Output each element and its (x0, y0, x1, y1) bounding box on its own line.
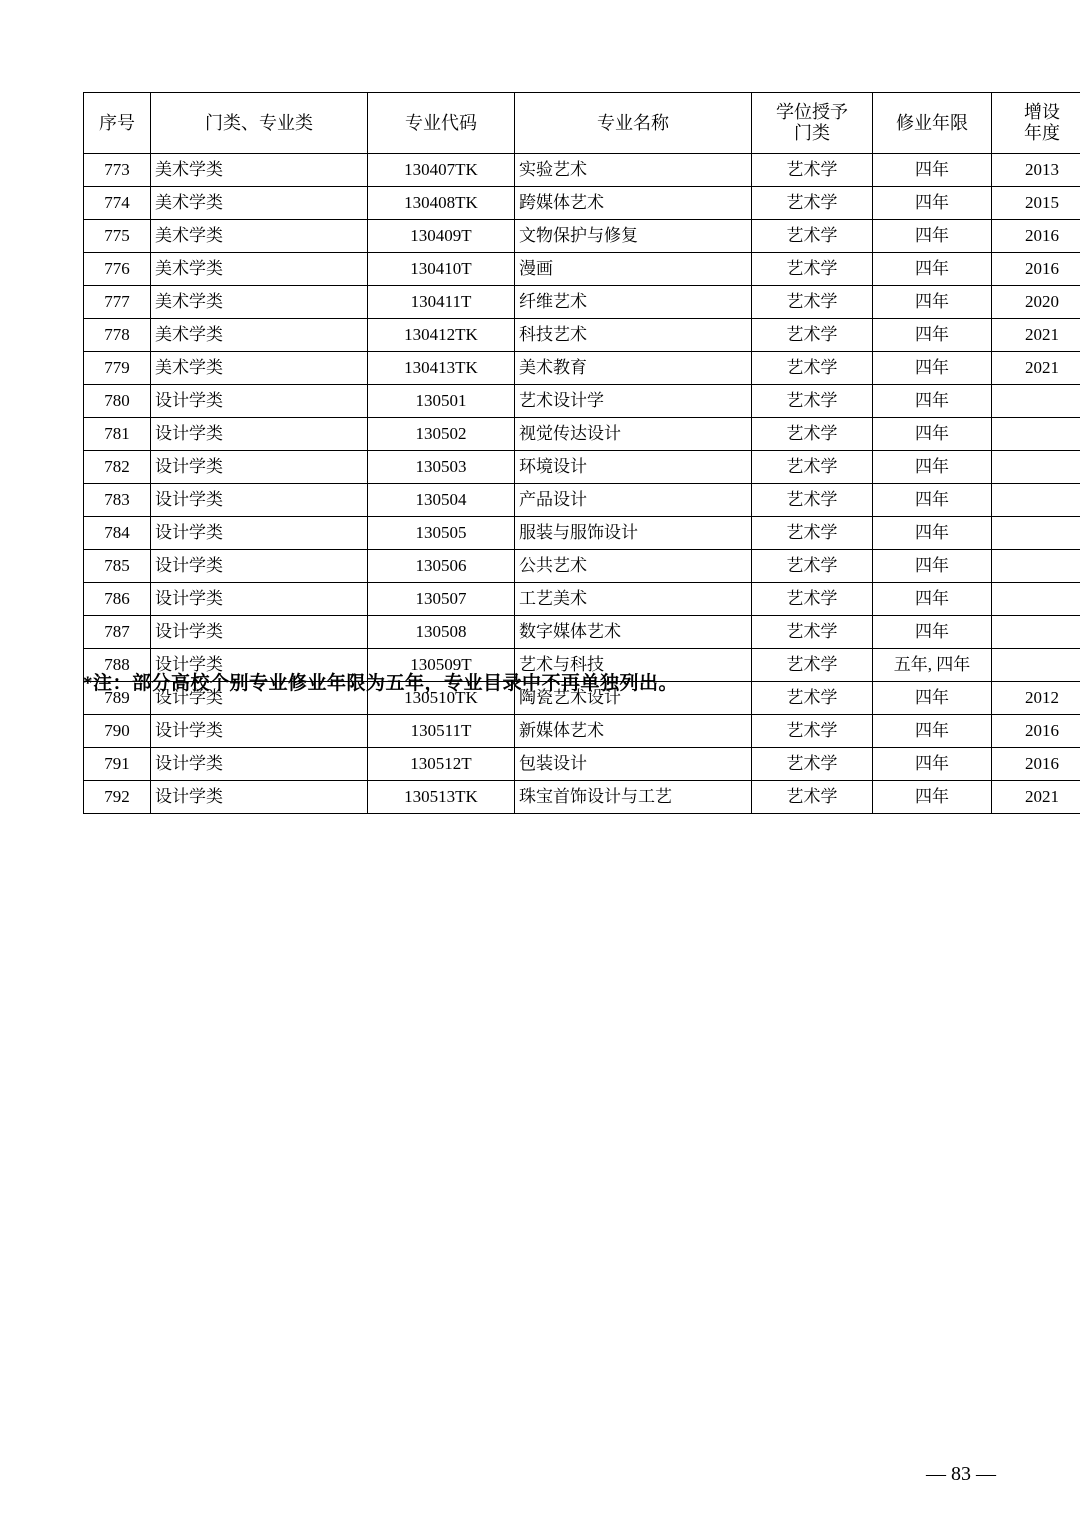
cell-degree: 艺术学 (752, 418, 873, 451)
cell-code: 130513TK (368, 781, 515, 814)
cell-category: 设计学类 (151, 583, 368, 616)
column-header-years: 修业年限 (873, 93, 992, 154)
cell-name: 跨媒体艺术 (515, 187, 752, 220)
cell-seq: 782 (84, 451, 151, 484)
cell-category: 设计学类 (151, 517, 368, 550)
cell-years: 四年 (873, 253, 992, 286)
table-row (84, 616, 1080, 649)
cell-degree: 艺术学 (752, 682, 873, 715)
cell-name: 视觉传达设计 (515, 418, 752, 451)
cell-degree: 艺术学 (752, 517, 873, 550)
cell-category: 设计学类 (151, 451, 368, 484)
cell-degree: 艺术学 (752, 385, 873, 418)
cell-code: 130512T (368, 748, 515, 781)
cell-seq: 780 (84, 385, 151, 418)
cell-category: 美术学类 (151, 319, 368, 352)
cell-years: 四年 (873, 484, 992, 517)
table-row (84, 352, 1080, 385)
table-row (84, 253, 1080, 286)
cell-seq: 787 (84, 616, 151, 649)
cell-name: 艺术与科技 (515, 649, 752, 682)
cell-years: 四年 (873, 352, 992, 385)
cell-years: 四年 (873, 517, 992, 550)
cell-name: 文物保护与修复 (515, 220, 752, 253)
cell-seq: 790 (84, 715, 151, 748)
table-row (84, 154, 1080, 187)
cell-years: 四年 (873, 154, 992, 187)
cell-code: 130507 (368, 583, 515, 616)
cell-category: 设计学类 (151, 616, 368, 649)
cell-years: 四年 (873, 286, 992, 319)
cell-years: 四年 (873, 616, 992, 649)
cell-seq: 788 (84, 649, 151, 682)
cell-code: 130408TK (368, 187, 515, 220)
table-row (84, 550, 1080, 583)
cell-category: 美术学类 (151, 220, 368, 253)
cell-seq: 773 (84, 154, 151, 187)
cell-category: 设计学类 (151, 748, 368, 781)
cell-years: 四年 (873, 385, 992, 418)
column-header-degree (752, 93, 873, 154)
cell-name: 环境设计 (515, 451, 752, 484)
cell-category: 设计学类 (151, 385, 368, 418)
cell-degree: 艺术学 (752, 319, 873, 352)
cell-code: 130501 (368, 385, 515, 418)
major-catalog-table (83, 92, 1080, 814)
cell-seq: 775 (84, 220, 151, 253)
cell-name: 艺术设计学 (515, 385, 752, 418)
cell-name: 公共艺术 (515, 550, 752, 583)
table-row (84, 187, 1080, 220)
cell-name: 新媒体艺术 (515, 715, 752, 748)
column-header-degree-line1: 学位授予 (776, 102, 848, 123)
column-header-code: 专业代码 (368, 93, 515, 154)
cell-seq: 791 (84, 748, 151, 781)
table-row (84, 517, 1080, 550)
cell-name: 漫画 (515, 253, 752, 286)
cell-seq: 781 (84, 418, 151, 451)
cell-category: 美术学类 (151, 253, 368, 286)
cell-years: 四年 (873, 781, 992, 814)
table-row (84, 385, 1080, 418)
cell-category: 设计学类 (151, 418, 368, 451)
cell-degree: 艺术学 (752, 352, 873, 385)
table-row (84, 583, 1080, 616)
cell-code: 130509T (368, 649, 515, 682)
cell-category: 设计学类 (151, 484, 368, 517)
cell-years: 四年 (873, 682, 992, 715)
cell-added: 2020 (992, 286, 1080, 319)
cell-added (992, 517, 1080, 550)
cell-added (992, 550, 1080, 583)
column-header-seq: 序号 (84, 93, 151, 154)
cell-degree: 艺术学 (752, 748, 873, 781)
cell-code: 130502 (368, 418, 515, 451)
cell-category: 美术学类 (151, 286, 368, 319)
cell-category: 设计学类 (151, 649, 368, 682)
cell-degree: 艺术学 (752, 253, 873, 286)
cell-seq: 785 (84, 550, 151, 583)
cell-added: 2016 (992, 220, 1080, 253)
page-number: — 83 — (926, 1463, 996, 1485)
cell-seq: 792 (84, 781, 151, 814)
cell-degree: 艺术学 (752, 781, 873, 814)
cell-code: 130510TK (368, 682, 515, 715)
cell-years: 五年, 四年 (873, 649, 992, 682)
cell-degree: 艺术学 (752, 583, 873, 616)
cell-seq: 786 (84, 583, 151, 616)
cell-degree: 艺术学 (752, 616, 873, 649)
cell-category: 设计学类 (151, 682, 368, 715)
cell-degree: 艺术学 (752, 286, 873, 319)
cell-name: 科技艺术 (515, 319, 752, 352)
cell-name: 包装设计 (515, 748, 752, 781)
cell-name: 美术教育 (515, 352, 752, 385)
cell-code: 130411T (368, 286, 515, 319)
cell-added (992, 385, 1080, 418)
table-row (84, 451, 1080, 484)
cell-code: 130511T (368, 715, 515, 748)
cell-name: 实验艺术 (515, 154, 752, 187)
column-header-added-line1: 增设 (1024, 102, 1060, 123)
cell-category: 设计学类 (151, 550, 368, 583)
cell-seq: 783 (84, 484, 151, 517)
cell-name: 数字媒体艺术 (515, 616, 752, 649)
cell-added: 2015 (992, 187, 1080, 220)
cell-seq: 778 (84, 319, 151, 352)
cell-code: 130412TK (368, 319, 515, 352)
cell-years: 四年 (873, 451, 992, 484)
cell-code: 130506 (368, 550, 515, 583)
cell-added: 2016 (992, 715, 1080, 748)
table-row (84, 286, 1080, 319)
table-row (84, 715, 1080, 748)
table-header (84, 93, 1080, 154)
column-header-degree-line2: 门类 (794, 123, 830, 143)
cell-degree: 艺术学 (752, 550, 873, 583)
cell-code: 130508 (368, 616, 515, 649)
cell-category: 美术学类 (151, 187, 368, 220)
cell-degree: 艺术学 (752, 220, 873, 253)
cell-added (992, 616, 1080, 649)
cell-seq: 774 (84, 187, 151, 220)
cell-added (992, 484, 1080, 517)
table-row (84, 748, 1080, 781)
cell-added (992, 418, 1080, 451)
cell-added (992, 583, 1080, 616)
cell-added: 2021 (992, 352, 1080, 385)
table-header-row (84, 93, 1080, 154)
cell-name: 纤维艺术 (515, 286, 752, 319)
cell-degree: 艺术学 (752, 715, 873, 748)
cell-code: 130409T (368, 220, 515, 253)
cell-degree: 艺术学 (752, 154, 873, 187)
cell-added: 2016 (992, 253, 1080, 286)
cell-category: 美术学类 (151, 352, 368, 385)
cell-years: 四年 (873, 418, 992, 451)
cell-seq: 784 (84, 517, 151, 550)
table-row (84, 484, 1080, 517)
cell-code: 130413TK (368, 352, 515, 385)
cell-added: 2021 (992, 319, 1080, 352)
table-body (84, 154, 1080, 814)
table-row (84, 781, 1080, 814)
cell-name: 陶瓷艺术设计 (515, 682, 752, 715)
cell-seq: 777 (84, 286, 151, 319)
cell-years: 四年 (873, 550, 992, 583)
cell-added (992, 451, 1080, 484)
cell-name: 服装与服饰设计 (515, 517, 752, 550)
cell-category: 设计学类 (151, 781, 368, 814)
cell-category: 设计学类 (151, 715, 368, 748)
cell-name: 产品设计 (515, 484, 752, 517)
cell-degree: 艺术学 (752, 484, 873, 517)
cell-seq: 776 (84, 253, 151, 286)
cell-degree: 艺术学 (752, 187, 873, 220)
cell-added: 2013 (992, 154, 1080, 187)
column-header-added-line2: 年度 (1024, 123, 1060, 143)
cell-degree: 艺术学 (752, 451, 873, 484)
table-row (84, 319, 1080, 352)
footnote: *注：部分高校个别专业修业年限为五年，专业目录中不再单独列出。 (83, 673, 679, 694)
column-header-name: 专业名称 (515, 93, 752, 154)
cell-years: 四年 (873, 748, 992, 781)
cell-years: 四年 (873, 583, 992, 616)
cell-code: 130410T (368, 253, 515, 286)
cell-code: 130503 (368, 451, 515, 484)
table-row (84, 220, 1080, 253)
table-row (84, 418, 1080, 451)
cell-added: 2016 (992, 748, 1080, 781)
cell-name: 工艺美术 (515, 583, 752, 616)
cell-years: 四年 (873, 220, 992, 253)
cell-code: 130504 (368, 484, 515, 517)
cell-code: 130407TK (368, 154, 515, 187)
cell-added (992, 649, 1080, 682)
cell-added: 2021 (992, 781, 1080, 814)
column-header-added (992, 93, 1080, 154)
cell-code: 130505 (368, 517, 515, 550)
column-header-category: 门类、专业类 (151, 93, 368, 154)
cell-category: 美术学类 (151, 154, 368, 187)
cell-name: 珠宝首饰设计与工艺 (515, 781, 752, 814)
major-catalog-table-wrapper (83, 92, 1060, 814)
cell-added: 2012 (992, 682, 1080, 715)
cell-seq: 779 (84, 352, 151, 385)
cell-years: 四年 (873, 319, 992, 352)
cell-years: 四年 (873, 715, 992, 748)
cell-years: 四年 (873, 187, 992, 220)
cell-seq: 789 (84, 682, 151, 715)
cell-degree: 艺术学 (752, 649, 873, 682)
